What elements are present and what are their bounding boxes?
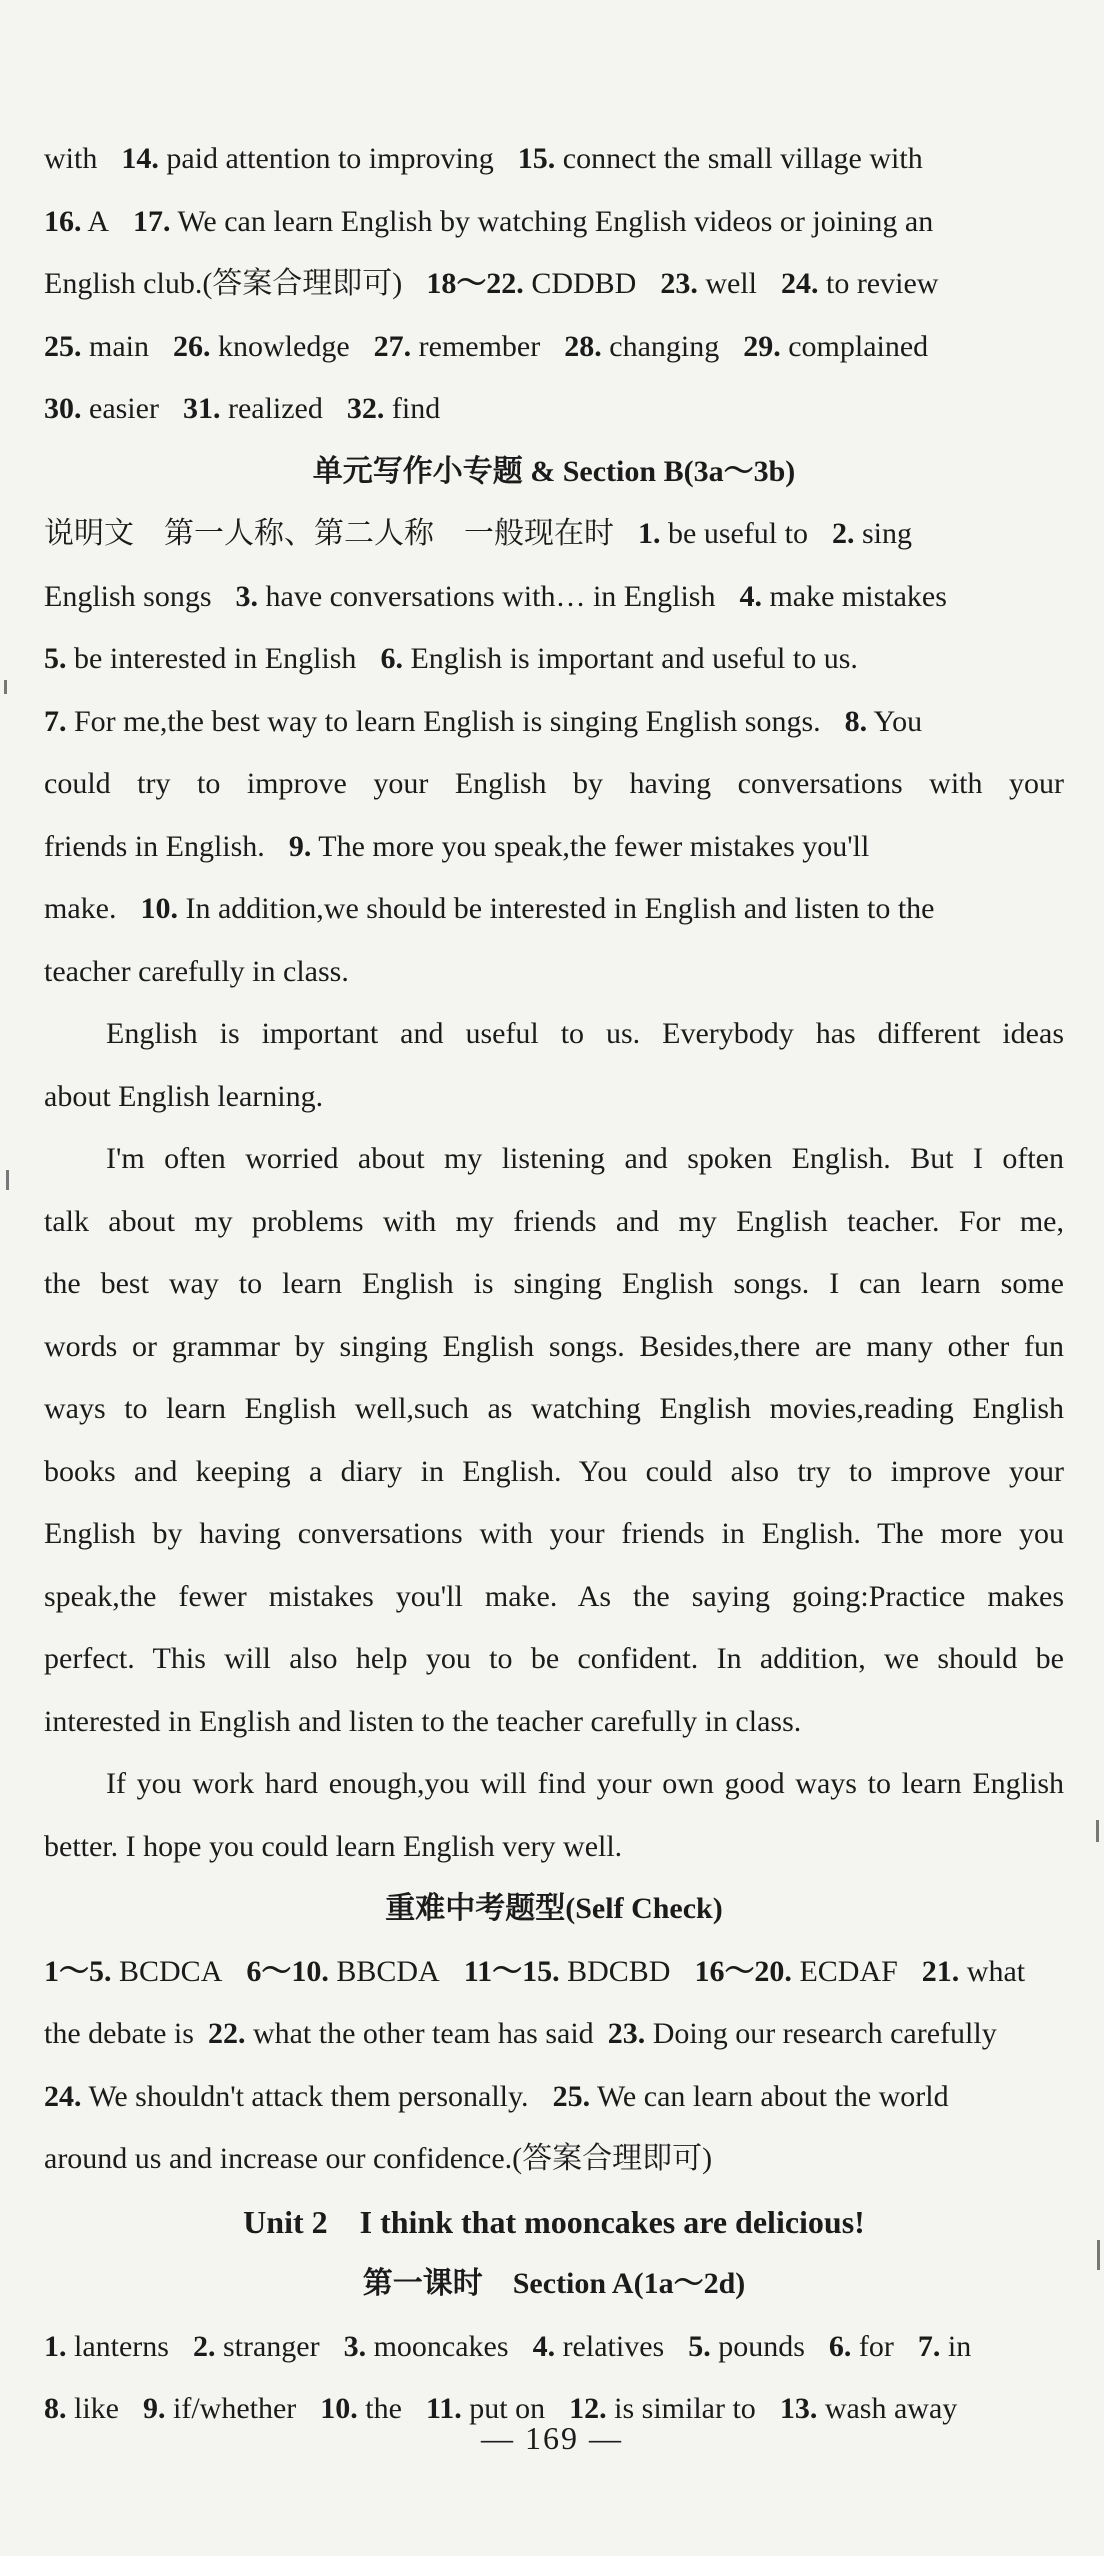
essay-line: English by having conversations with your friends in English. The more you [44,1517,1064,1550]
answer-line: teacher carefully in class. [44,954,349,988]
answer-line: 24. We shouldn't attack them personally. 25. We can learn about the world [44,2079,949,2113]
answer-line: 1. lanterns 2. stranger 3. mooncakes 4. relatives 5. pounds 6. for 7. in [44,2329,972,2363]
answer-line: English club.(答案合理即可) 18～22. CDDBD 23. well 24. to review [44,267,939,300]
answer-line: around us and increase our confidence.(答案合理即可) [44,2142,713,2175]
essay-line: talk about my problems with my friends and my English teacher. For me, [44,1204,1064,1238]
essay-line: perfect. This will also help you to be confident. In addition, we should be [44,1642,1064,1675]
answer-line: the debate is 22. what the other team has said 23. Doing our research carefully [44,2017,997,2050]
answer-line: 16. A 17. We can learn English by watching English videos or joining an [44,204,934,238]
essay-line: books and keeping a diary in English. You could also try to improve your [44,1454,1064,1488]
answer-line: 8. like 9. if/whether 10. the 11. put on 12. is similar to 13. wash away [44,2392,958,2425]
essay-line: speak,the fewer mistakes you'll make. As the saying going:Practice makes [44,1579,1064,1613]
answer-line: English songs 3. have conversations with… in English 4. make mistakes [44,579,947,613]
essay-line: I'm often worried about my listening and spoken English. But I often [106,1142,1064,1175]
unit-title: Unit 2 I think that mooncakes are delicious! [243,2203,865,2240]
section-heading: 单元写作小专题 & Section B(3a～3b) [312,454,796,488]
lesson-heading: 第一课时 Section A(1a～2d) [362,2267,746,2300]
answer-line: 1～5. BCDCA 6～10. BBCDA 11～15. BDCBD 16～20. ECDAF 21. what [44,1954,1026,1988]
scan-edge-mark [1097,2240,1100,2270]
scan-edge-mark [4,680,7,694]
answer-line: 30. easier 31. realized 32. find [44,392,441,425]
scan-edge-mark [6,1170,9,1190]
answer-line: 7. For me,the best way to learn English is singing English songs. 8. You [44,704,923,738]
answer-line: could try to improve your English by having conversations with your [44,767,1064,800]
scan-edge-mark [1096,1820,1099,1842]
essay-line: words or grammar by singing English songs. Besides,there are many other fun [44,1329,1064,1363]
section-heading: 重难中考题型(Self Check) [385,1892,723,1925]
answer-line: with 14. paid attention to improving 15. connect the small village with [44,142,923,175]
essay-line: better. I hope you could learn English very well. [44,1829,623,1863]
answer-line: make. 10. In addition,we should be interested in English and listen to the [44,892,935,925]
essay-line: English is important and useful to us. Everybody has different ideas [106,1017,1064,1050]
essay-line: about English learning. [44,1079,324,1113]
essay-line: interested in English and listen to the teacher carefully in class. [44,1704,802,1738]
answer-line: 25. main 26. knowledge 27. remember 28. changing 29. complained [44,329,929,363]
answer-line: 说明文 第一人称、第二人称 一般现在时 1. be useful to 2. sing [44,517,912,550]
essay-line: ways to learn English well,such as watching English movies,reading English [44,1392,1064,1425]
answer-line: 5. be interested in English 6. English is important and useful to us. [44,642,858,675]
page-number: — 169 — [481,2420,623,2456]
essay-line: the best way to learn English is singing English songs. I can learn some [44,1267,1064,1300]
essay-line: If you work hard enough,you will find your own good ways to learn English [106,1767,1064,1800]
answer-content [44,128,1064,2441]
answer-line: friends in English. 9. The more you speak,the fewer mistakes you'll [44,829,870,863]
